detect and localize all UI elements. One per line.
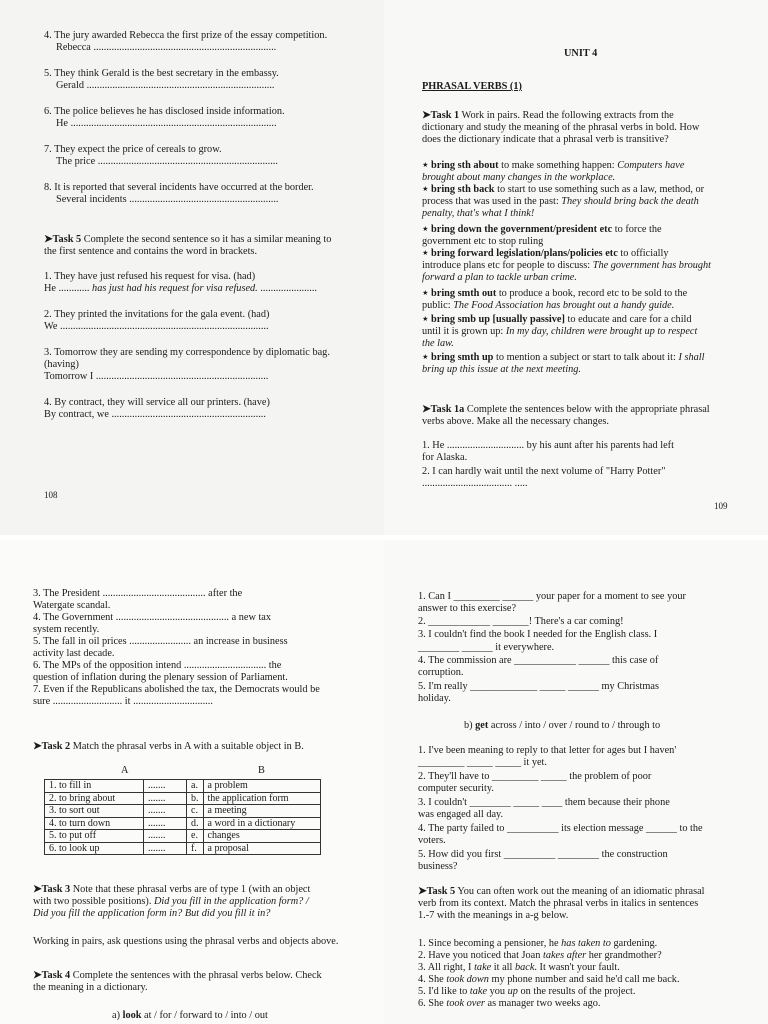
exercise-line: 6. The police believes he has disclosed inside information. [44,106,285,117]
exercise-line: 1. He .............................. by his aunt after his parents had left [422,440,674,451]
answer-line: We ................................................................................. [44,321,269,332]
page-number: 109 [714,501,728,511]
dictionary-entry: process that was used in the past: They should bring back the death [422,196,699,207]
exercise-line: _________ _____ _____ it yet. [418,757,547,768]
dictionary-entry: introduce plans etc for people to discuss: The government has brought [422,260,712,271]
exercise-line: 2. They printed the invitations for the gala event. (had) [44,309,270,320]
exercise-line: business? [418,861,458,872]
exercise-line: activity last decade. [33,648,115,659]
verb-cell: 6. to look up [45,842,144,855]
answer-line: ................................... ..... [422,478,528,489]
task3-instruction: Working in pairs, ask questions using the phrasal verbs and objects above. [33,936,339,947]
dictionary-entry: ⋆ bring smth out to produce a book, record etc to be sold to the [422,288,688,299]
dictionary-entry: ⋆ bring sth back to start to use something such as a law, method, or [422,184,705,195]
answer-blank-cell: ....... [144,817,187,830]
task1a-heading: ➤Task 1a Complete the sentences below with the appropriate phrasal [422,404,710,415]
task5-instruction: 1.-7 with the meanings in a-g below. [418,910,569,921]
task1-instruction: dictionary and study the meaning of the phrasal verbs in bold. How [422,122,700,133]
task5-instruction: the first sentence and contains the word in brackets. [44,246,258,257]
dictionary-entry: ⋆ bring forward legislation/plans/policies etc to officially [422,248,669,259]
answer-blank-cell: ....... [144,830,187,843]
exercise-line: ________ ______ it everywhere. [418,642,555,653]
table-row [45,830,321,843]
table-row [45,805,321,818]
column-a-label: A [121,765,129,776]
dictionary-definition: government etc to stop ruling [422,236,544,247]
answer-line: Gerald ......................................................................... [56,80,275,91]
verb-cell: 3. to sort out [45,805,144,818]
page-number: 108 [44,490,58,500]
task5-heading: ➤Task 5 You can often work out the meaning of an idiomatic phrasal [418,886,705,897]
object-cell: a problem [203,780,320,793]
exercise-line: 7. They expect the price of cereals to grow. [44,144,222,155]
page-111 [384,540,768,1024]
column-b-label: B [258,765,265,776]
idiom-sentence: 2. Have you noticed that Joan takes after her grandmother? [418,950,662,961]
verb-cell: 2. to bring about [45,792,144,805]
dictionary-example: penalty, that's what I think! [422,208,535,219]
exercise-line: 6. The MPs of the opposition intend ................................ the [33,660,282,671]
answer-line: By contract, we ............................................................ [44,409,266,420]
idiom-sentence: 6. She took over as manager two weeks ago. [418,998,601,1009]
object-cell: a word in a dictionary [203,817,320,830]
table-row [45,792,321,805]
object-cell: a meeting [203,805,320,818]
exercise-line: 4. The commission are ____________ ______ this case of [418,655,659,666]
exercise-line: (having) [44,359,79,370]
exercise-line: 2. ____________ _______! There's a car coming! [418,616,624,627]
object-cell: a proposal [203,842,320,855]
exercise-line: 1. Can I _________ ______ your paper for a moment to see your [418,591,686,602]
exercise-line: 4. The Government ............................................ a new tax [33,612,272,623]
exercise-line: system recently. [33,624,100,635]
answer-line: Tomorrow I ................................................................... [44,371,269,382]
exercise-line: holiday. [418,693,451,704]
dictionary-entry: ⋆ bring smth up to mention a subject or start to talk about it: I shall [422,352,705,363]
task1-instruction: does the dictionary indicate that a phrasal verb is transitive? [422,134,669,145]
table-row [45,817,321,830]
table-row [45,780,321,793]
dictionary-example: bring up this issue at the next meeting. [422,364,582,375]
dictionary-example: the law. [422,338,454,349]
idiom-sentence: 3. All right, I take it all back. It wasn't your fault. [418,962,620,973]
exercise-line: Watergate scandal. [33,600,111,611]
answer-line: Rebecca ....................................................................... [56,42,277,53]
verb-group-b: b) get across / into / over / round to / through to [464,720,661,731]
dictionary-example: brought about many changes in the workplace. [422,172,616,183]
exercise-line: 8. It is reported that several incidents have occurred at the border. [44,182,314,193]
letter-cell: f. [187,842,204,855]
answer-line: Several incidents .......................................................... [56,194,279,205]
task1-heading: ➤Task 1 Work in pairs. Read the following extracts from the [422,110,674,121]
idiom-sentence: 5. I'd like to take you up on the results of the project. [418,986,636,997]
page-110 [0,540,384,1024]
verb-cell: 1. to fill in [45,780,144,793]
exercise-line: corruption. [418,667,464,678]
answer-blank-cell: ....... [144,842,187,855]
page-108 [0,0,384,540]
object-cell: the application form [203,792,320,805]
task3-instruction: Did you fill the application form in? But did you fill it in? [33,908,271,919]
exercise-line: 1. I've been meaning to reply to that letter for ages but I haven' [418,745,677,756]
answer-blank-cell: ....... [144,805,187,818]
exercise-line: sure ........................... it ............................... [33,696,213,707]
task5-instruction: verb from its context. Match the phrasal verbs in italics in sentences [418,898,699,909]
verb-group-a: a) look at / for / forward to / into / out [112,1010,268,1021]
exercise-line: 1. They have just refused his request for visa. (had) [44,271,256,282]
idiom-sentence: 4. She took down my phone number and said he'd call me back. [418,974,680,985]
dictionary-entry: ⋆ bring sth about to make something happen: Computers have [422,160,685,171]
unit-heading: UNIT 4 [564,48,598,59]
exercise-line: 5. The fall in oil prices ........................ an increase in business [33,636,288,647]
example-answer: He ............ has just had his request for visa refused. ...................... [44,283,317,294]
letter-cell: b. [187,792,204,805]
exercise-line: 5. I'm really _____________ _____ ______ my Christmas [418,681,659,692]
section-title: PHRASAL VERBS (1) [422,81,522,92]
matching-table [44,779,321,855]
table-row [45,842,321,855]
answer-blank-cell: ....... [144,780,187,793]
task5-heading: ➤Task 5 Complete the second sentence so it has a similar meaning to [44,234,332,245]
exercise-line: for Alaska. [422,452,468,463]
exercise-line: computer security. [418,783,494,794]
task2-heading: ➤Task 2 Match the phrasal verbs in A with a suitable object in B. [33,741,304,752]
exercise-line: voters. [418,835,446,846]
answer-blank-cell: ....... [144,792,187,805]
dictionary-example: forward a plan to tackle urban crime. [422,272,577,283]
exercise-line: was engaged all day. [418,809,504,820]
dictionary-entry: ⋆ bring smb up [usually passive] to educate and care for a child [422,314,692,325]
idiom-sentence: 1. Since becoming a pensioner, he has taken to gardening. [418,938,658,949]
exercise-line: 7. Even if the Republicans abolished the tax, the Democrats would be [33,684,320,695]
answer-line: He ................................................................................ [56,118,277,129]
letter-cell: e. [187,830,204,843]
exercise-line: 3. Tomorrow they are sending my correspondence by diplomatic bag. [44,347,330,358]
object-cell: changes [203,830,320,843]
letter-cell: a. [187,780,204,793]
task4-heading: ➤Task 4 Complete the sentences with the phrasal verbs below. Check [33,970,322,981]
exercise-line: 3. The President ........................................ after the [33,588,243,599]
dictionary-entry: ⋆ bring down the government/president etc to force the [422,224,662,235]
task3-instruction: with two possible positions). Did you fill in the application form? / [33,896,309,907]
page-109 [384,0,768,540]
exercise-line: 3. I couldn't find the book I needed for the English class. I [418,629,658,640]
verb-cell: 5. to put off [45,830,144,843]
exercise-line: 4. The jury awarded Rebecca the first prize of the essay competition. [44,30,328,41]
task1a-instruction: verbs above. Make all the necessary changes. [422,416,609,427]
exercise-line: answer to this exercise? [418,603,517,614]
exercise-line: 2. They'll have to _________ _____ the problem of poor [418,771,652,782]
letter-cell: d. [187,817,204,830]
task4-instruction: the meaning in a dictionary. [33,982,148,993]
dictionary-entry: public: The Food Association has brought out a handy guide. [422,300,675,311]
task3-heading: ➤Task 3 Note that these phrasal verbs are of type 1 (with an object [33,884,311,895]
exercise-line: 2. I can hardly wait until the next volume of "Harry Potter" [422,466,666,477]
exercise-line: 5. They think Gerald is the best secretary in the embassy. [44,68,279,79]
dictionary-entry: until it is grown up: In my day, children were brought up to respect [422,326,698,337]
exercise-line: 5. How did you first __________ ________ the construction [418,849,668,860]
letter-cell: c. [187,805,204,818]
exercise-line: 3. I couldn't ________ _____ ____ them because their phone [418,797,670,808]
answer-line: The price ...................................................................... [56,156,278,167]
exercise-line: 4. The party failed to __________ its election message ______ to the [418,823,703,834]
exercise-line: 4. By contract, they will service all our printers. (have) [44,397,270,408]
verb-cell: 4. to turn down [45,817,144,830]
exercise-line: question of inflation during the plenary session of Parliament. [33,672,288,683]
